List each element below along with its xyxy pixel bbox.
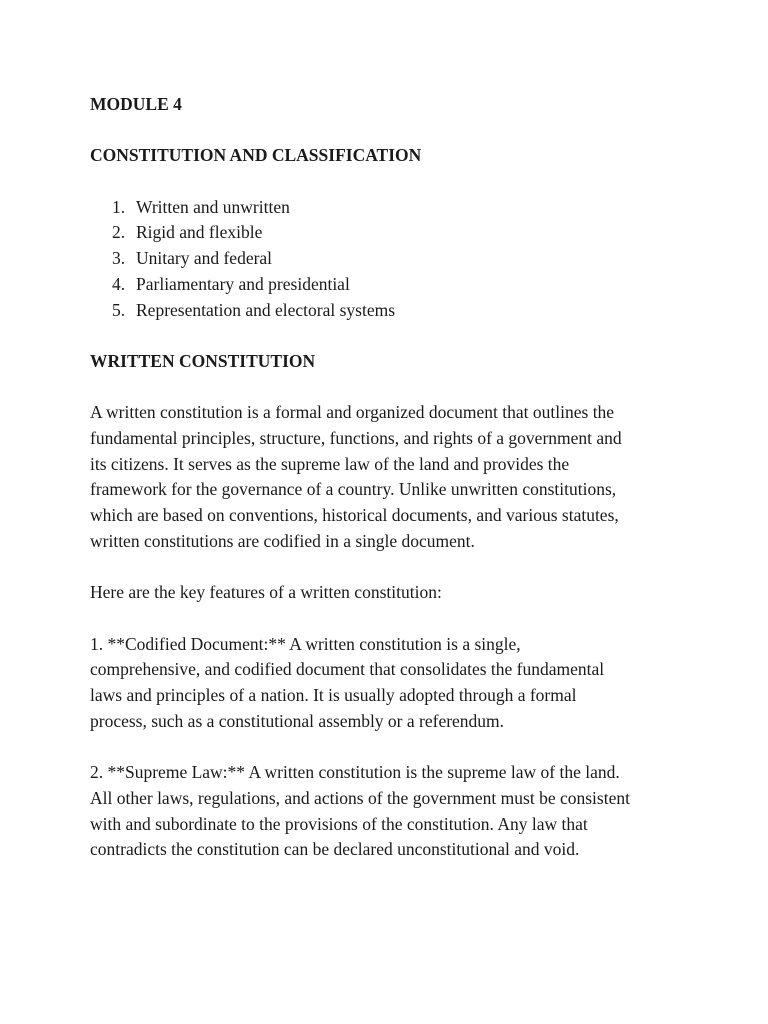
written-constitution-heading: WRITTEN CONSTITUTION (90, 350, 316, 371)
text-line: 2. **Supreme Law:** A written constitution is the supreme law of the land. (90, 762, 620, 783)
text-line: 1. **Codified Document:** A written constitution is a single, (90, 633, 521, 654)
list-item (90, 246, 690, 272)
intro-paragraph (90, 400, 690, 554)
list-text: Written and unwritten (136, 196, 290, 217)
text-line: fundamental principles, structure, functions, and rights of a government and (90, 428, 622, 449)
list-text: Unitary and federal (136, 248, 273, 269)
list-number: 4. (112, 273, 126, 294)
list-item (90, 298, 690, 324)
document-page (90, 92, 690, 863)
text-line: written constitutions are codified in a single document. (90, 530, 475, 551)
list-item (90, 195, 690, 221)
list-text: Parliamentary and presidential (136, 273, 350, 294)
list-number: 3. (112, 248, 126, 269)
key-features-paragraph: Here are the key features of a written constitution: (90, 582, 442, 603)
text-line: laws and principles of a nation. It is usually adopted through a formal (90, 685, 577, 706)
text-line: its citizens. It serves as the supreme law of the land and provides the (90, 453, 570, 474)
text-line: framework for the governance of a country. Unlike unwritten constitutions, (90, 479, 617, 500)
list-item (90, 220, 690, 246)
section-title: CONSTITUTION AND CLASSIFICATION (90, 145, 422, 166)
text-line: All other laws, regulations, and actions of the government must be consistent (90, 787, 630, 808)
feature-1-paragraph (90, 632, 690, 735)
text-line: with and subordinate to the provisions of the constitution. Any law that (90, 813, 588, 834)
text-line: process, such as a constitutional assembly or a referendum. (90, 710, 505, 731)
list-number: 1. (112, 196, 126, 217)
module-title: MODULE 4 (90, 94, 182, 114)
text-line: which are based on conventions, historical documents, and various statutes, (90, 505, 619, 526)
text-line: comprehensive, and codified document that consolidates the fundamental (90, 659, 605, 680)
list-number: 5. (112, 299, 126, 320)
feature-2-paragraph (90, 760, 690, 863)
text-line: A written constitution is a formal and organized document that outlines the (90, 402, 615, 423)
list-number: 2. (112, 222, 126, 243)
list-text: Rigid and flexible (136, 222, 263, 243)
list-text: Representation and electoral systems (136, 299, 396, 320)
text-line: contradicts the constitution can be declared unconstitutional and void. (90, 839, 580, 860)
classification-list (90, 195, 690, 324)
list-item (90, 272, 690, 298)
